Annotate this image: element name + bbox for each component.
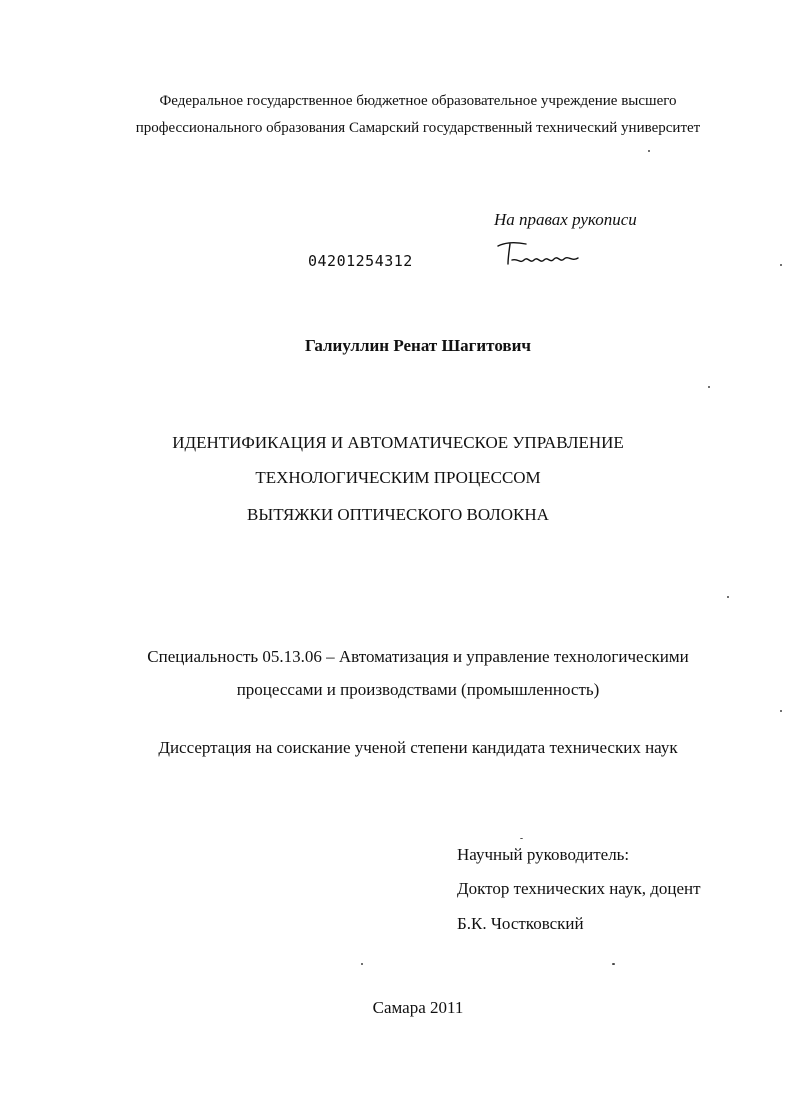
- title-line-3: ВЫТЯЖКИ ОПТИЧЕСКОГО ВОЛОКНА: [247, 505, 549, 524]
- institution-line-1: Федеральное государственное бюджетное образовательное учреждение высшего: [159, 93, 677, 109]
- specialty-line-1: Специальность 05.13.06 – Автоматизация и управление технологическими: [147, 647, 689, 666]
- author-name: Галиуллин Ренат Шагитович: [305, 336, 531, 355]
- city-year: Самара 2011: [372, 998, 464, 1017]
- title-line-1: ИДЕНТИФИКАЦИЯ И АВТОМАТИЧЕСКОЕ УПРАВЛЕНИЕ: [172, 433, 624, 452]
- scan-speck: [648, 150, 650, 152]
- advisor-degree: Доктор технических наук, доцент: [457, 879, 701, 898]
- specialty-line-2: процессами и производствами (промышленность): [236, 680, 600, 699]
- scan-speck: [708, 386, 710, 388]
- dissertation-statement: Диссертация на соискание ученой степени кандидата технических наук: [158, 738, 678, 757]
- advisor-name: Б.К. Чостковский: [457, 914, 584, 933]
- serial-number: 04201254312: [308, 252, 413, 270]
- scan-speck: [780, 264, 782, 266]
- scan-speck: [780, 710, 782, 712]
- scan-speck: [361, 963, 363, 965]
- institution-line-2: профессионального образования Самарский государственный технический университет: [135, 120, 701, 136]
- scan-speck: [727, 596, 729, 598]
- rights-note: На правах рукописи: [494, 210, 637, 229]
- title-line-2: ТЕХНОЛОГИЧЕСКИМ ПРОЦЕССОМ: [255, 468, 541, 487]
- scan-speck: [612, 963, 615, 965]
- signature-image: [496, 238, 580, 274]
- advisor-label: Научный руководитель:: [457, 845, 630, 864]
- scan-speck: [520, 838, 523, 839]
